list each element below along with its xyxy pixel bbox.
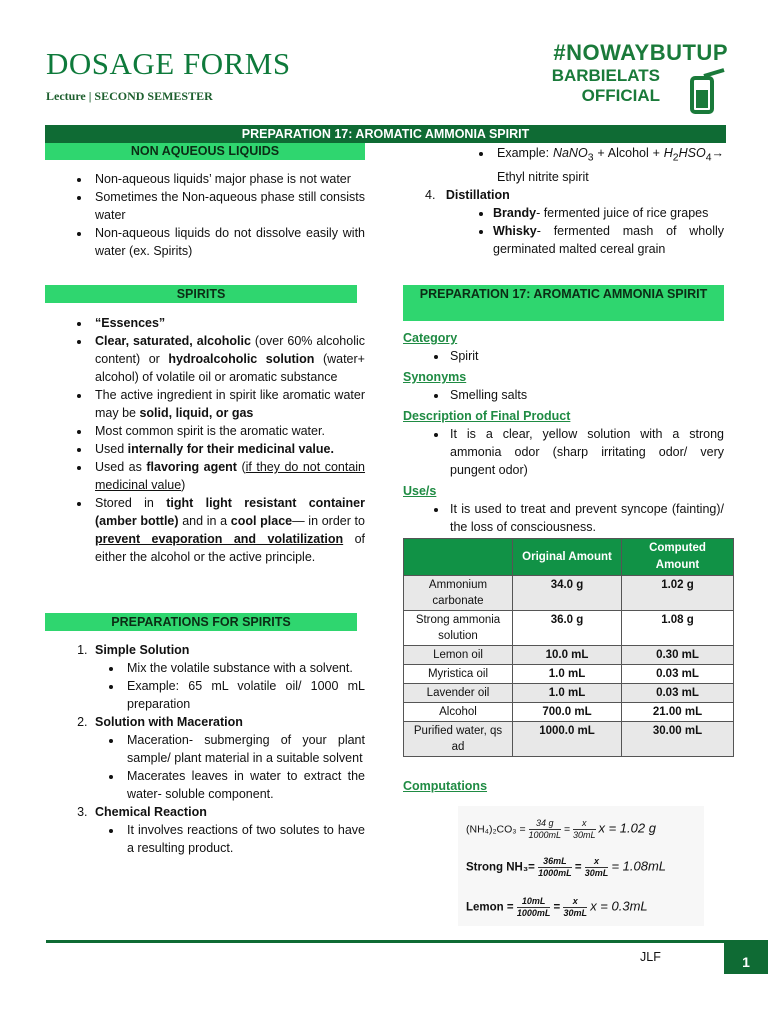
table-cell: 34.0 g <box>513 576 622 611</box>
table-cell: 0.03 mL <box>622 684 734 703</box>
list-item: • Non-aqueous liquids’ major phase is not water <box>91 170 365 188</box>
text: — in order to <box>292 514 365 528</box>
text: + Alcohol + <box>593 146 664 160</box>
list-item <box>493 222 724 258</box>
table-cell: Alcohol <box>404 703 513 722</box>
table-cell: 700.0 mL <box>513 703 622 722</box>
table-cell: 0.30 mL <box>622 646 734 665</box>
numerator: x <box>573 818 596 830</box>
synonyms-heading: Synonyms <box>403 370 467 384</box>
list-item <box>91 494 365 566</box>
denominator: 1000mL <box>538 868 572 878</box>
equation-result: x = 0.3mL <box>590 898 648 914</box>
non-aqueous-heading: NON AQUEOUS LIQUIDS <box>45 143 365 160</box>
text: and in a <box>178 514 231 528</box>
uses-heading: Use/s <box>403 484 437 498</box>
essences-text: “Essences” <box>95 316 166 330</box>
fraction <box>563 896 587 919</box>
list-item: • Most common spirit is the aromatic water. <box>91 422 365 440</box>
table-cell: Lemon oil <box>404 646 513 665</box>
text: - fermented mash of wholly germinated malted cereal grain <box>493 223 724 256</box>
test-tube-icon <box>682 68 728 118</box>
text-bold: flavoring agent <box>146 460 237 474</box>
table-row <box>404 646 734 665</box>
list-item: • Maceration- submerging of your plant sample/ plant material in a suitable solvent <box>123 731 365 767</box>
table-cell: 1.02 g <box>622 576 734 611</box>
denominator: 1000mL <box>528 830 562 840</box>
table-row <box>404 576 734 611</box>
brand-line-2: OFFICIAL <box>581 86 660 105</box>
table-header-row <box>404 539 734 576</box>
equation-label: (NH₄)₂CO₃ = <box>466 823 526 836</box>
text: Example: <box>497 146 553 160</box>
spirits-list <box>45 314 365 566</box>
preparations-section <box>45 613 365 857</box>
text-bold: Distillation <box>445 187 510 202</box>
formulation-table <box>403 538 734 757</box>
fraction <box>538 856 572 879</box>
numerator: 36mL <box>538 856 572 868</box>
continuation-list <box>403 144 724 186</box>
table-row <box>404 665 734 684</box>
fraction <box>573 818 596 841</box>
text: Stored in <box>95 496 167 510</box>
text: ) <box>181 478 186 492</box>
list-item <box>91 803 365 857</box>
list-item: • Macerates leaves in water to extract the water- soluble component. <box>123 767 365 803</box>
footer-initials: JLF <box>640 950 661 964</box>
equation-result: = 1.08mL <box>611 858 667 874</box>
fraction <box>529 818 562 841</box>
table-header <box>404 539 513 576</box>
text: Used <box>95 442 128 456</box>
formula-h2: H <box>663 146 673 160</box>
text: Used as <box>95 460 147 474</box>
list-item: • Sometimes the Non-aqueous phase still consists water <box>91 188 365 224</box>
text-underlined: if they do not contain medicinal value <box>95 460 366 492</box>
table-cell: 10.0 mL <box>513 646 622 665</box>
list-item: • Example: 65 mL volatile oil/ 1000 mL preparation <box>123 677 365 713</box>
subscript: 3 <box>587 152 594 164</box>
preparations-list <box>45 641 365 857</box>
text-bold: tight light resistant container (amber bottle) <box>95 496 365 528</box>
denominator: 30mL <box>573 830 596 840</box>
list-item <box>91 332 365 386</box>
list-item: • It is a clear, yellow solution with a strong ammonia odor (sharp irritating odor/ very pungent odor) <box>448 425 724 479</box>
table-cell: 30.00 mL <box>622 722 734 757</box>
text: ( <box>236 460 246 474</box>
table-header: Original Amount <box>513 539 622 576</box>
equation-3: Lemon = $\frac{10mL}{1000mL}$ = $\frac{x}{30mL}$ x = 0.3mL <box>466 896 648 918</box>
list-item: • Non-aqueous liquids do not dissolve easily with water (ex. Spirits) <box>91 224 365 260</box>
formula-hso: HSO <box>678 146 706 160</box>
list-item: • Smelling salts <box>448 386 724 404</box>
page-number: 1 <box>724 941 768 974</box>
right-column-top <box>403 144 724 258</box>
table-row <box>404 722 734 757</box>
table-cell: 36.0 g <box>513 611 622 646</box>
table-cell: Myristica oil <box>404 665 513 684</box>
denominator: 30mL <box>584 868 609 878</box>
list-item: • It is used to treat and prevent syncope (fainting)/ the loss of consciousness. <box>448 500 724 536</box>
text-bold: Brandy <box>493 205 537 220</box>
step-4: 4. Distillation <box>425 187 510 202</box>
spirits-heading: SPIRITS <box>45 285 357 303</box>
equation-2: Strong NH₃= $\frac{36mL}{1000mL}$ = $\frac{x}{30mL}$ = 1.08mL <box>466 856 667 878</box>
numerator: 10mL <box>517 896 551 908</box>
prep17-details <box>403 326 724 557</box>
list-item <box>91 440 365 458</box>
preparations-heading: PREPARATIONS FOR SPIRITS <box>45 613 357 631</box>
table-cell: 1.0 mL <box>513 665 622 684</box>
subscript: 2 <box>672 152 679 164</box>
table-row <box>404 611 734 646</box>
fraction <box>585 856 609 879</box>
list-item: • Spirit <box>448 347 724 365</box>
table-cell: Lavender oil <box>404 684 513 703</box>
text-bold: Clear, saturated, alcoholic <box>95 334 251 348</box>
list-item <box>91 641 365 713</box>
text: (water+ alcohol) of volatile oil or aromatic substance <box>95 352 365 384</box>
list-item: • Mix the volatile substance with a solvent. <box>123 659 365 677</box>
text-bold-underlined: prevent evaporation and volatilization <box>95 532 344 546</box>
text-bold: Whisky <box>493 223 537 238</box>
text-bold: internally for their medicinal value. <box>127 442 334 456</box>
table-cell: 0.03 mL <box>622 665 734 684</box>
text: → Ethyl nitrite spirit <box>497 146 724 184</box>
table-cell: Ammonium carbonate <box>404 576 513 611</box>
list-item <box>91 314 365 332</box>
denominator: 1000mL <box>516 908 551 918</box>
text-bold: solid, liquid, or gas <box>139 406 254 420</box>
non-aqueous-list <box>45 170 365 260</box>
prep17-heading: PREPARATION 17: AROMATIC AMMONIA SPIRIT <box>403 285 724 321</box>
list-item <box>91 386 365 422</box>
list-item <box>493 204 724 222</box>
table-cell: Strong ammonia solution <box>404 611 513 646</box>
table-cell: 21.00 mL <box>622 703 734 722</box>
numerator: x <box>563 896 587 908</box>
document-subtitle: Lecture | SECOND SEMESTER <box>46 89 213 103</box>
formula-nano3: NaNO <box>552 146 588 160</box>
left-column <box>45 143 365 260</box>
denominator: 30mL <box>563 908 587 918</box>
list-item <box>91 713 365 803</box>
equation-result: x = 1.02 g <box>598 820 656 836</box>
equation-1 <box>466 818 656 841</box>
text-bold: Solution with Maceration <box>95 715 243 729</box>
table-cell: 1.08 g <box>622 611 734 646</box>
text: (over 60% alcoholic content) or <box>95 334 366 366</box>
list-item <box>91 458 365 494</box>
table-row <box>404 703 734 722</box>
text: The active ingredient in spirit like aromatic water may be <box>95 388 365 420</box>
brand-line-1: BARBIELATS <box>551 66 660 85</box>
equals: = <box>563 823 571 836</box>
computations-heading: Computations <box>403 779 488 793</box>
table-header: Computed Amount <box>622 539 734 576</box>
footer-divider <box>46 940 768 943</box>
list-item <box>493 144 724 186</box>
equation-label: Lemon = <box>466 901 514 914</box>
table-cell: 1.0 mL <box>513 684 622 703</box>
numerator: 34 g <box>529 818 562 830</box>
document-title: DOSAGE FORMS <box>46 46 291 81</box>
text-bold: Chemical Reaction <box>95 805 207 819</box>
spirits-section <box>45 285 365 566</box>
fraction <box>517 896 551 919</box>
brand-hashtag: #NOWAYBUTUP <box>553 40 728 65</box>
text: of either the alcohol or the active principle. <box>95 532 365 564</box>
top-section-bar: PREPARATION 17: AROMATIC AMMONIA SPIRIT <box>45 125 726 143</box>
text-bold: Simple Solution <box>95 643 190 657</box>
equation-label: Strong NH₃= <box>466 861 535 874</box>
subscript: 4 <box>705 152 712 164</box>
text-bold: hydroalcoholic solution <box>168 352 315 366</box>
text-bold: cool place <box>230 514 293 528</box>
numerator: x <box>585 856 609 868</box>
computations-image <box>458 806 704 926</box>
text: - fermented juice of rice grapes <box>536 205 709 220</box>
description-heading: Description of Final Product <box>403 409 571 423</box>
table-cell: Purified water, qs ad <box>404 722 513 757</box>
table-row <box>404 684 734 703</box>
category-heading: Category <box>403 331 458 345</box>
list-item: • It involves reactions of two solutes to have a resulting product. <box>123 821 365 857</box>
table-cell: 1000.0 mL <box>513 722 622 757</box>
